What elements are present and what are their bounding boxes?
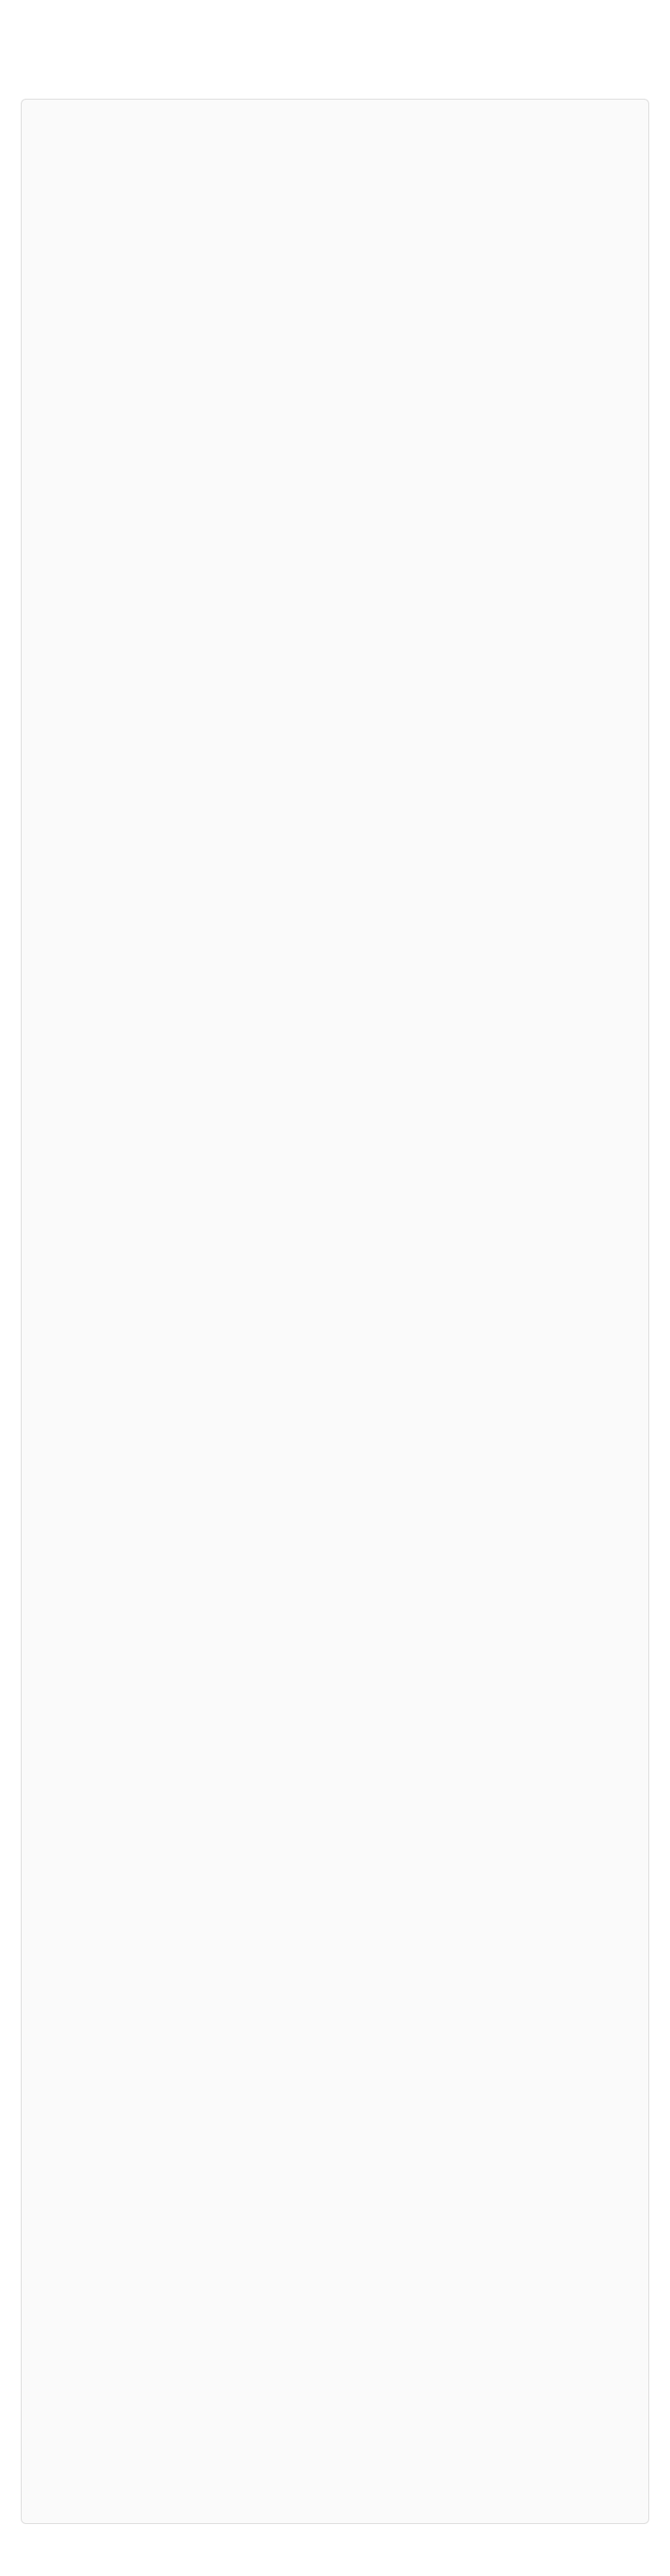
page-footer <box>21 2538 649 2555</box>
page-title <box>21 21 649 52</box>
page-subtitle <box>21 66 649 85</box>
content-area <box>21 99 649 2524</box>
